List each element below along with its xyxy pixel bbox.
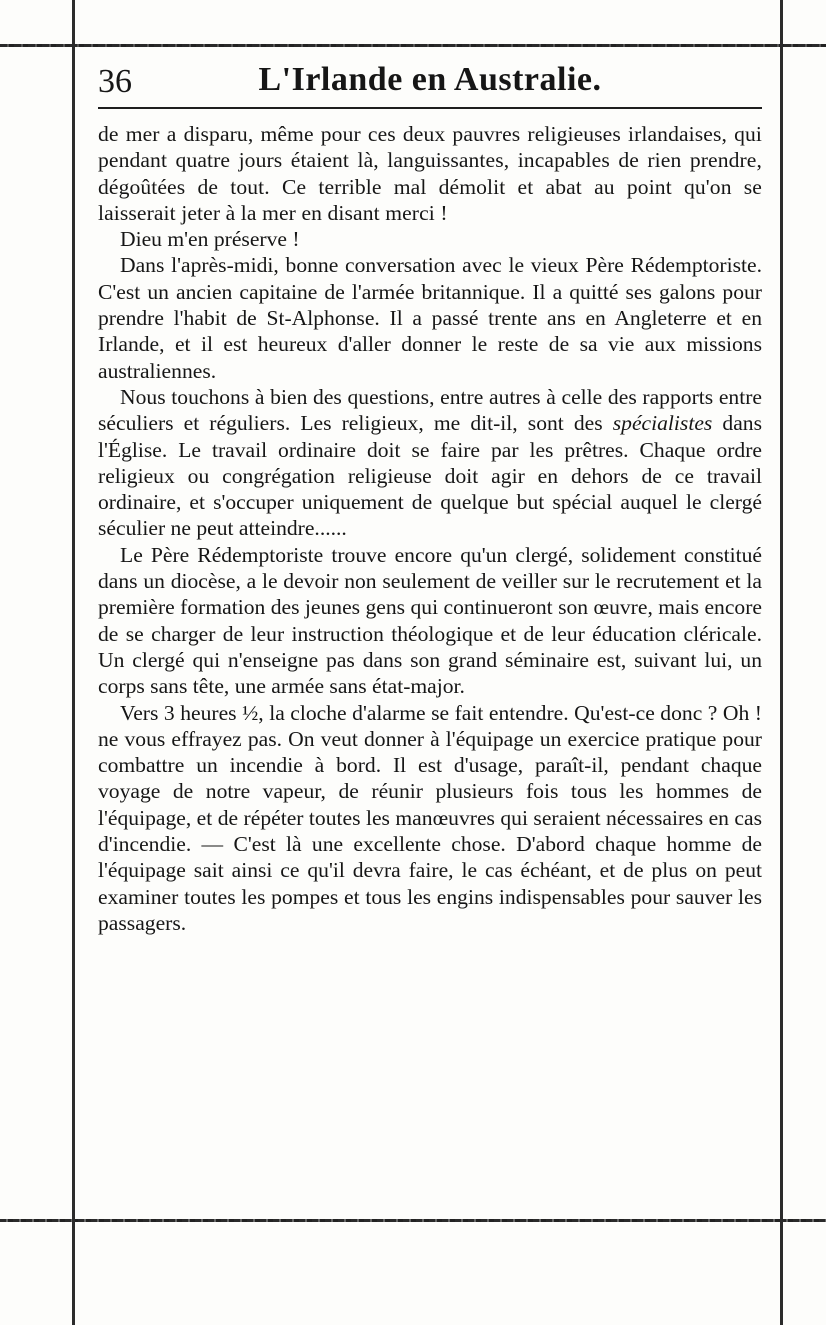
page-number: 36	[98, 63, 132, 100]
page-header	[98, 60, 762, 104]
paragraph-fire-drill: Vers 3 heures ½, la cloche d'alarme se fait entendre. Qu'est-ce donc ? Oh ! ne vous effrayez pas. On veut donner à l'équipage un exercice pratique pour combattre un incendie à bord. Il est d'usage, paraît-il, pendant chaque voyage de notre vapeur, de réunir plusieurs fois tous les hommes de l'équipage, et de répéter toutes les manœuvres qui seraient nécessaires en cas d'incendie. — C'est là une excellente chose. D'abord chaque homme de l'équipage sait ainsi ce qu'il devra faire, le cas échéant, et de plus on peut examiner toutes les pompes et tous les engins indispensables pour sauver les passagers.	[98, 700, 762, 935]
paragraph-text: dans l'Église. Le travail ordinaire doit se faire par les prêtres. Chaque ordre religieux ou congrégation religieuse doit agir en dehors de ce travail ordinaire, et s'occuper uniquement de quelque but spécial auquel le clergé séculier ne peut atteindre......	[98, 411, 762, 541]
scan-frame-bottom-line	[0, 1219, 826, 1222]
running-title: L'Irlande en Australie.	[258, 61, 602, 98]
paragraph-conversation: Dans l'après-midi, bonne conversation avec le vieux Père Rédemptoriste. C'est un ancien capitaine de l'armée britannique. Il a quitté ses galons pour prendre l'habit de St-Alphonse. Il a passé trente ans en Angleterre et en Irlande, et il est heureux d'aller donner le reste de sa vie aux missions australiennes.	[98, 253, 762, 383]
header-rule	[98, 107, 762, 109]
paragraph-continuation: de mer a disparu, même pour ces deux pauvres religieuses irlandaises, qui pendant quatre jours étaient là, languissantes, incapables de rien prendre, dégoûtées de tout. Ce terrible mal démolit et abat au point qu'on se laisserait jeter à la mer en disant merci !	[98, 122, 762, 225]
paragraph-seculars-regulars	[98, 384, 762, 542]
emphasized-word: spécialistes	[612, 411, 713, 436]
paragraph-exclamation: Dieu m'en préserve !	[120, 227, 300, 252]
body-text	[98, 121, 762, 936]
scan-frame-right-line	[780, 0, 783, 1325]
paragraph-clergy: Le Père Rédemptoriste trouve encore qu'un clergé, solidement constitué dans un diocèse, a le devoir non seulement de veiller sur le recrutement et la première formation des jeunes gens qui continueront son œuvre, mais encore de se charger de leur instruction théologique et de leur éducation cléricale. Un clergé qui n'enseigne pas dans son grand séminaire est, suivant lui, un corps sans tête, une armée sans état-major.	[98, 542, 762, 699]
scan-frame-top-line	[0, 44, 826, 47]
paragraph-text: Nous touchons à bien des questions, entre autres à celle des rapports entre séculiers et réguliers. Les religieux, me dit-il, sont des	[98, 384, 762, 436]
scan-frame-left-line	[72, 0, 75, 1325]
